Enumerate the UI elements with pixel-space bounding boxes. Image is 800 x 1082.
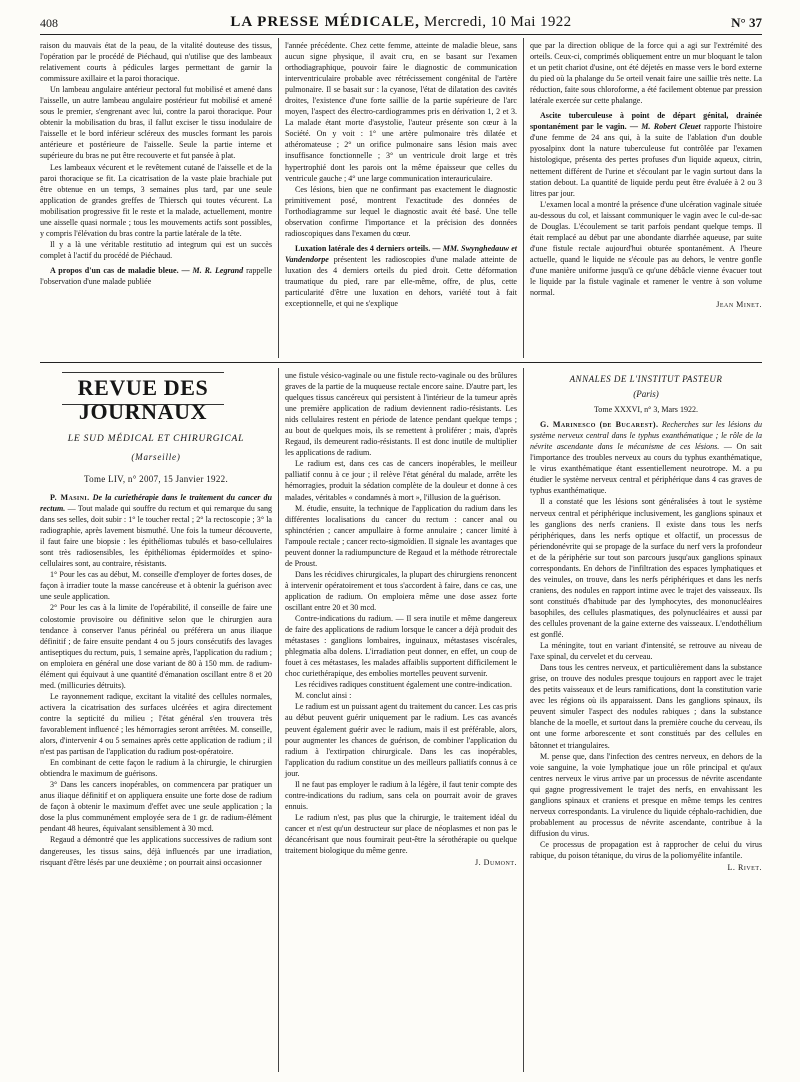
paragraph: L'examen local a montré la présence d'une ulcération vaginale située au-dessous du col, et laissant communiquer le vagin avec le cul-de-sac de Douglas. L'écoulement se tarit parfois pendant quelque temps. Il était remplacé au début par une abondante diarrhée aqueuse, par suite d'une fistule rectale aujourd'hui obturée spontanément. A l'heure actuelle, quand le liquide ne s'écoule pas au dehors, le ventre gonfle d'une manière uniforme jusqu'à ce qu'une débâcle vienne évacuer tout le liquide par la fistule vaginale et ramener le ventre à son volume normal. <box>530 199 762 298</box>
article-text: présentent les radioscopies d'une malade atteinte de luxation des 4 derniers orteils du pied droit. Cette déformation traumatique du pied, rare par elle-même, offre, de plus, cette particularité d'être une luxation en dehors, variété tout à fait exceptionnelle, et qui ne s'explique <box>285 254 517 309</box>
article-heading: Ascite tuberculeuse à point de départ génital, drainée spontanément par le vagin. <box>530 111 762 132</box>
paragraph: Contre-indications du radium. — Il sera inutile et même dangereux de faire des applications de radium lorsque le cancer a déjà produit des métastases : ganglions lombaires, inguinaux, métastases viscérales, phlegmatia alba dolens. L'irradiation peut donner, en effet, un coup de fouet à ces métastases, les malades affaiblis supportent difficilement le choc curiethérapique, des embolies mortelles peuvent survenir. <box>285 614 517 679</box>
top-column-1 <box>40 40 272 287</box>
paragraph: Il a constaté que les lésions sont généralisées à tout le système nerveux central et périphérique inclusivement, les ganglions spinaux et les ganglions des nerfs craniens. Il existe dans tous les nerfs périphériques, dans les nerfs optique et olfactif, un processus de périendonévrite qui se propage de la surface du nerf vers la profondeur et de la périphérie sur tout son parcours jusqu'aux ganglions spinaux correspondants. En dehors de l'infiltration des espaces lymphatiques et des veinules, on trouve, dans les nerfs périphériques et dans les nerfs craniens, des nodules en rapport intime avec le trajet des vaisseaux. Ils sont constitués d'habitude par des lymphocytes, des mononucléaires basophiles, des cellules plasmatiques, des polynucléaires et aussi par des cellules provenant de la gaine externe des vaisseaux. L'endothélium est gonflé. <box>530 497 762 640</box>
paragraph: 3° Dans les cancers inopérables, on commencera par pratiquer un anus iliaque définitif et on appliquera ensuite une forte dose de radium de façon à obtenir le maximum d'effet avec une seule application ; la dose la plus communément employée sera de 1 gr. de radium-élément pendant 48 heures, équivalant sensiblement à 30 mcd. <box>40 780 272 834</box>
article-author: — MM. Swynghedauw et Vandendorpe <box>285 243 518 264</box>
article-lead <box>285 243 517 309</box>
journal-tome: Tome LIV, n° 2007, 15 Janvier 1922. <box>83 474 229 484</box>
paragraph: M. étudie, ensuite, la technique de l'application du radium dans les différentes localisations du cancer du rectum : cancer anal ou sphinctérien ; cancer ampullaire à forme annulaire ; cancer limité à l'ampoule rectale ; cancer recto-sigmoïdien. Il signale les avantages que peuvent donner la radiumpuncture de Regaud et la méthode rétrorectale de Proust. <box>285 503 517 568</box>
paragraph: Les lambeaux vécurent et le revêtement cutané de l'aisselle et de la paroi thoracique se fit. La cicatrisation de la vaste plaie brachiale put être obtenue en un temps, 3 semaines plus tard, par une seule application de grandes greffes de Thiersch qui toutes vécurent. La mobilisation progressive fit le reste et la malade, actuellement, montre une aisselle quasi normale ; tous les mouvements actifs sont possibles, y compris l'élévation du bras contre la partie latérale de la tête. <box>40 162 272 238</box>
article-text: — Tout malade qui souffre du rectum et qui remarque du sang dans ses selles, doit subir : 1° le toucher rectal ; 2° la rectoscopie ; 3° la radiographie, après lavement bismuthé. Une fois la tumeur découverte, il faut faire une biopsie : les épithéliomas tubulés et baso-cellulaires sont très radiosensibles, les épithéliomas épidermoïdes et spino-cellulaires sont, au contraire, résistants. <box>40 504 273 569</box>
article-lead <box>40 265 272 287</box>
title-rule <box>62 404 224 405</box>
paragraph: Les récidives radiques constituent également une contre-indication. <box>295 680 512 690</box>
journal-city: (Marseille) <box>131 452 181 462</box>
signature: L. Rivet. <box>727 863 762 873</box>
paragraph: Le radium n'est, pas plus que la chirurgie, le traitement idéal du cancer et n'est qu'un destructeur sur place de néoplasmes et non pas le décancérisant que nous fournirait peut-être la sérothérapie ou quelque traitement biologique du même genre. <box>285 812 517 856</box>
paragraph: 1° Pour les cas au début, M. conseille d'employer de fortes doses, de façon à irradier toute la masse cancéreuse et à obtenir la guérison avec une seule application. <box>40 570 272 602</box>
top-column-3 <box>530 40 762 310</box>
journal-name: LA PRESSE MÉDICALE, <box>230 14 420 30</box>
paragraph: Il y a là une véritable restitutio ad integrum qui est un succès complet à l'actif du procédé de Piéchaud. <box>40 239 272 260</box>
revue-column-2 <box>285 370 517 868</box>
column-divider <box>523 38 524 358</box>
paragraph: M. conclut ainsi : <box>295 691 352 701</box>
article-lead <box>530 419 762 496</box>
paragraph: l'année précédente. Chez cette femme, atteinte de maladie bleue, sans aucun signe physique, il avait cru, en se basant sur l'examen orthodiagraphique, pouvoir faire le diagnostic de communication interventriculaire probable avec rétrécissement congénital de l'artère pulmonaire. Il se basait sur : la cyanose, l'état de dilatation des cavités droites, l'existence d'une forte saillie de la partie supérieure de l'arc moyen, l'aspect des électro-cardiogrammes pris en dérivation 1, 2 et 3. La malade étant morte d'asystolie, l'auteur présente son cœur à la Société. On y voit : 1° une artère pulmonaire très dilatée et athéromateuse ; 2° un orifice pulmonaire sans lésion mais avec insuffisance fonctionnelle ; 3° un ventricule droit large et très hypertrophié dont les parois ont la même épaisseur que celles du ventricule gauche ; 4° une large communication interauriculaire. <box>285 41 517 183</box>
article-text: rapporte l'histoire d'une femme de 24 ans qui, à la suite de l'ablation d'un double pyosalpinx dont la nature tuberculeuse fut contrôlée par l'examen histologique, présenta des pertes profuses d'un liquide aqueux, citrin, nettement différent de l'urine et s'écoulant par le vagin surtout dans la station debout. La quantité de liquide perdu peut être évaluée à 2 ou 3 litres par jour. <box>530 122 762 198</box>
top-column-2 <box>285 40 517 309</box>
paragraph: raison du mauvais état de la peau, de la vitalité douteuse des tissus, l'opération par le procédé de Piéchaud, qui n'utilise que des lambeaux relativement courts à pédicules larges permettant de garnir la commissure axillaire et la paroi thoracique. <box>40 41 272 84</box>
signature: J. Dumont. <box>475 858 517 868</box>
article-author: P. Masini. <box>50 493 90 502</box>
paragraph: En combinant de cette façon le radium à la chirurgie, le chirurgien obtiendra le maximum de guérisons. <box>40 758 272 779</box>
paragraph: Un lambeau angulaire antérieur pectoral fut mobilisé et amené dans l'aisselle, un autre lambeau angulaire postérieur fut mobilisé et amené sous le premier, s'engrenant avec lui, contre la paroi thoracique. Pour obtenir la mobilisation du bras, il fallut exciser le tissu inodulaire de l'aisselle et le bord inférieur scléreux des muscles formant les parois antérieure et postérieure de l'aisselle. Seule la partie interne et supérieure du bras ne put être recouverte et fut pansée à plat. <box>40 85 272 161</box>
section-title: REVUE DES JOURNAUX <box>77 375 209 424</box>
issue-date: Mercredi, 10 Mai 1922 <box>424 14 572 30</box>
paragraph: M. pense que, dans l'infection des centres nerveux, en dehors de la voie sanguine, la voie lymphatique joue un rôle principal et qu'aux centres nerveux le virus arrive par un processus de névrite ascendante qui gagne progressivement le trajet des nerfs, en envahissant les ganglions spinaux et craniens et presque en même temps les centres nerveux correspondants. La virulence du liquide céphalo-rachidien, due probablement au processus de névrite ascendante, contribue à la diffusion du virus. <box>530 751 762 838</box>
article-heading: Luxation latérale des 4 derniers orteils. <box>295 243 431 253</box>
article-author: — M. R. Legrand <box>181 265 244 275</box>
signature: Jean Minet. <box>716 300 762 310</box>
page-header <box>40 14 762 32</box>
column-divider <box>523 368 524 1072</box>
paragraph: Dans tous les centres nerveux, et particulièrement dans la substance grise, on trouve des nodules presque toujours en rapport avec le trajet des petits vaisseaux et de leurs ramifications, dont la constitution varie avec les régions où ils apparaissent. Dans les ganglions spinaux, ils peuvent simuler l'aspect des nodules rabiques ; dans la substance blanche de la moelle, et surtout dans la première couche du cerveau, ils ont une forme arborescente et sont constitués par des cellules en bâtonnet et triangulaires. <box>530 663 762 750</box>
article-lead <box>530 110 762 198</box>
paragraph: Il ne faut pas employer le radium à la légère, il faut tenir compte des contre-indications du radium, sans cela on pourrait avoir de graves ennuis. <box>285 779 517 811</box>
journal-title: ANNALES DE L'INSTITUT PASTEUR <box>569 374 723 384</box>
paragraph: une fistule vésico-vaginale ou une fistule recto-vaginale ou des brûlures graves de la partie de la muqueuse rectale encore saine. D'autre part, les quelques tissus cancéreux qui persistent à l'intérieur de la tumeur après une première application de radium deviennent radio-résistants. Les nids cellulaires restent en période de latence pendant quelque temps ; au bout de quelques mois, ils se remettent à proliférer ; mais, d'après Regaud, ils demeurent radio-résistants. Il est donc inutile de multiplier les applications de radium. <box>285 371 517 458</box>
paragraph: Le radium est, dans ces cas de cancers inopérables, le meilleur palliatif connu à ce jour ; il relève l'état général du malade, arrête les hémorragies, produit la sédation complète de la douleur et donne à ces malades, véritables « condamnés à mort », l'illusion de la guérison. <box>285 459 517 502</box>
article-text: — On sait l'importance des troubles nerveux au cours du typhus exanthématique, le virus exanthématique étant essentiellement neurotrope. M. a pu étudier le système nerveux central et périphérique dans 4 cas graves de typhus exanthématique. <box>530 442 762 496</box>
page-number: 408 <box>40 16 58 30</box>
paragraph: 2° Pour les cas à la limite de l'opérabilité, il conseille de faire une colostomie provisoire ou définitive selon que le chirurgien aura tendance à conserver l'anus périnéal ou préférera un anus iliaque définitif ; de faire ensuite pendant 4 ou 5 jours consécutifs des lavages antiseptiques du rectum, puis, 1 semaine après, l'application du radium ; on emploiera en général une dose variant de 80 à 150 mm. de radium-élément qui équivaut à une quantité d'émanation oscillant entre 8 et 20 med. (millicuries détruits). <box>40 603 272 690</box>
article-title: Recherches sur les lésions du système nerveux central dans le typhus exanthématique ; le rôle de la névrite ascendante dans le mécanisme de ces lésions. <box>530 420 762 452</box>
paragraph: Le rayonnement radique, excitant la vitalité des cellules normales, activera la cicatrisation des surfaces ulcérées et agira directement contre la septicité du milieu ; l'état général s'en trouvera très favorablement influencé ; les hémorragies seront arrêtées. M. conseille, alors, d'intervenir 4 ou 5 semaines après cette application de radium ; il n'est pas partisan de l'application du radium post-opératoire. <box>40 691 272 757</box>
paragraph: La méningite, tout en variant d'intensité, se retrouve au niveau de l'axe spinal, du cervelet et du cerveau. <box>530 641 762 662</box>
running-title <box>40 14 762 31</box>
header-rule <box>40 34 762 35</box>
article-lead <box>40 492 272 569</box>
revue-column-1 <box>40 492 272 868</box>
paragraph: Le radium est un puissant agent du traitement du cancer. Les cas pris au début peuvent guérir uniquement par le radium. Les cas avancés peuvent également guérir avec le radium, mais il est préférable, alors, pour augmenter les chances de guérison, de combiner l'application du radium à l'extirpation chirurgicale. Dans les cas inopérables, l'application du radium constitue un des meilleurs palliatifs connus à ce jour. <box>285 702 517 778</box>
column-divider <box>278 368 279 1072</box>
article-author: G. Marinesco (de Bucarest). <box>540 420 659 430</box>
article-title: De la curiethérapie dans le traitement du cancer du rectum. <box>40 493 272 514</box>
paragraph: Dans les récidives chirurgicales, la plupart des chirurgiens renoncent à intervenir opératoirement et tous s'accordent à faire, dans ce cas, une application de radium. On emploiera même une dose assez forte oscillant entre 20 et 30 mcd. <box>285 569 517 612</box>
column-divider <box>278 38 279 358</box>
issue-number: N° 37 <box>731 15 762 30</box>
paragraph: Regaud a démontré que les applications successives de radium sont dangereuses, les tissus sains, déjà influencés par une irradiation, risquant d'être lésés par une deuxième ; on pourrait ainsi occasionner <box>40 835 272 867</box>
journal-tome: Tome XXXVI, n° 3, Mars 1922. <box>593 405 699 415</box>
revue-column-3 <box>530 370 762 873</box>
title-rule <box>62 372 224 373</box>
article-text: rappelle l'observation d'une malade publiée <box>40 265 273 286</box>
paragraph: Ces lésions, bien que ne confirmant pas exactement le diagnostic primitivement posé, montrent l'exactitude des données de l'orthodiagramme sur lequel le diagnostic avait été basé. Une telle observation confirme l'importance et la précision des données radioscopiques dans l'examen du cœur. <box>285 184 517 238</box>
paragraph: que par la direction oblique de la force qui a agi sur l'extrémité des orteils. Ceux-ci, comprimés obliquement entre un mur bloquant le talon et un petit chariot d'usine, ont été déjetés en masse vers le bord externe du pied où la phalange du 5e orteil venait faire une saillie très nette. La réduction, faite sous chloroforme, a été facilement obtenue par pression latérale exercée sur cette phalange. <box>530 41 762 106</box>
article-author: — M. Robert Cleuet <box>629 122 701 132</box>
article-heading: A propos d'un cas de maladie bleue. <box>50 265 179 275</box>
journal-title: LE SUD MÉDICAL ET CHIRURGICAL <box>67 434 245 444</box>
section-rule <box>40 362 762 363</box>
paragraph: Ce processus de propagation est à rapprocher de celui du virus rabique, du poison tétanique, du virus de la poliomyélite infantile. <box>530 839 762 860</box>
journal-city: (Paris) <box>633 389 659 400</box>
